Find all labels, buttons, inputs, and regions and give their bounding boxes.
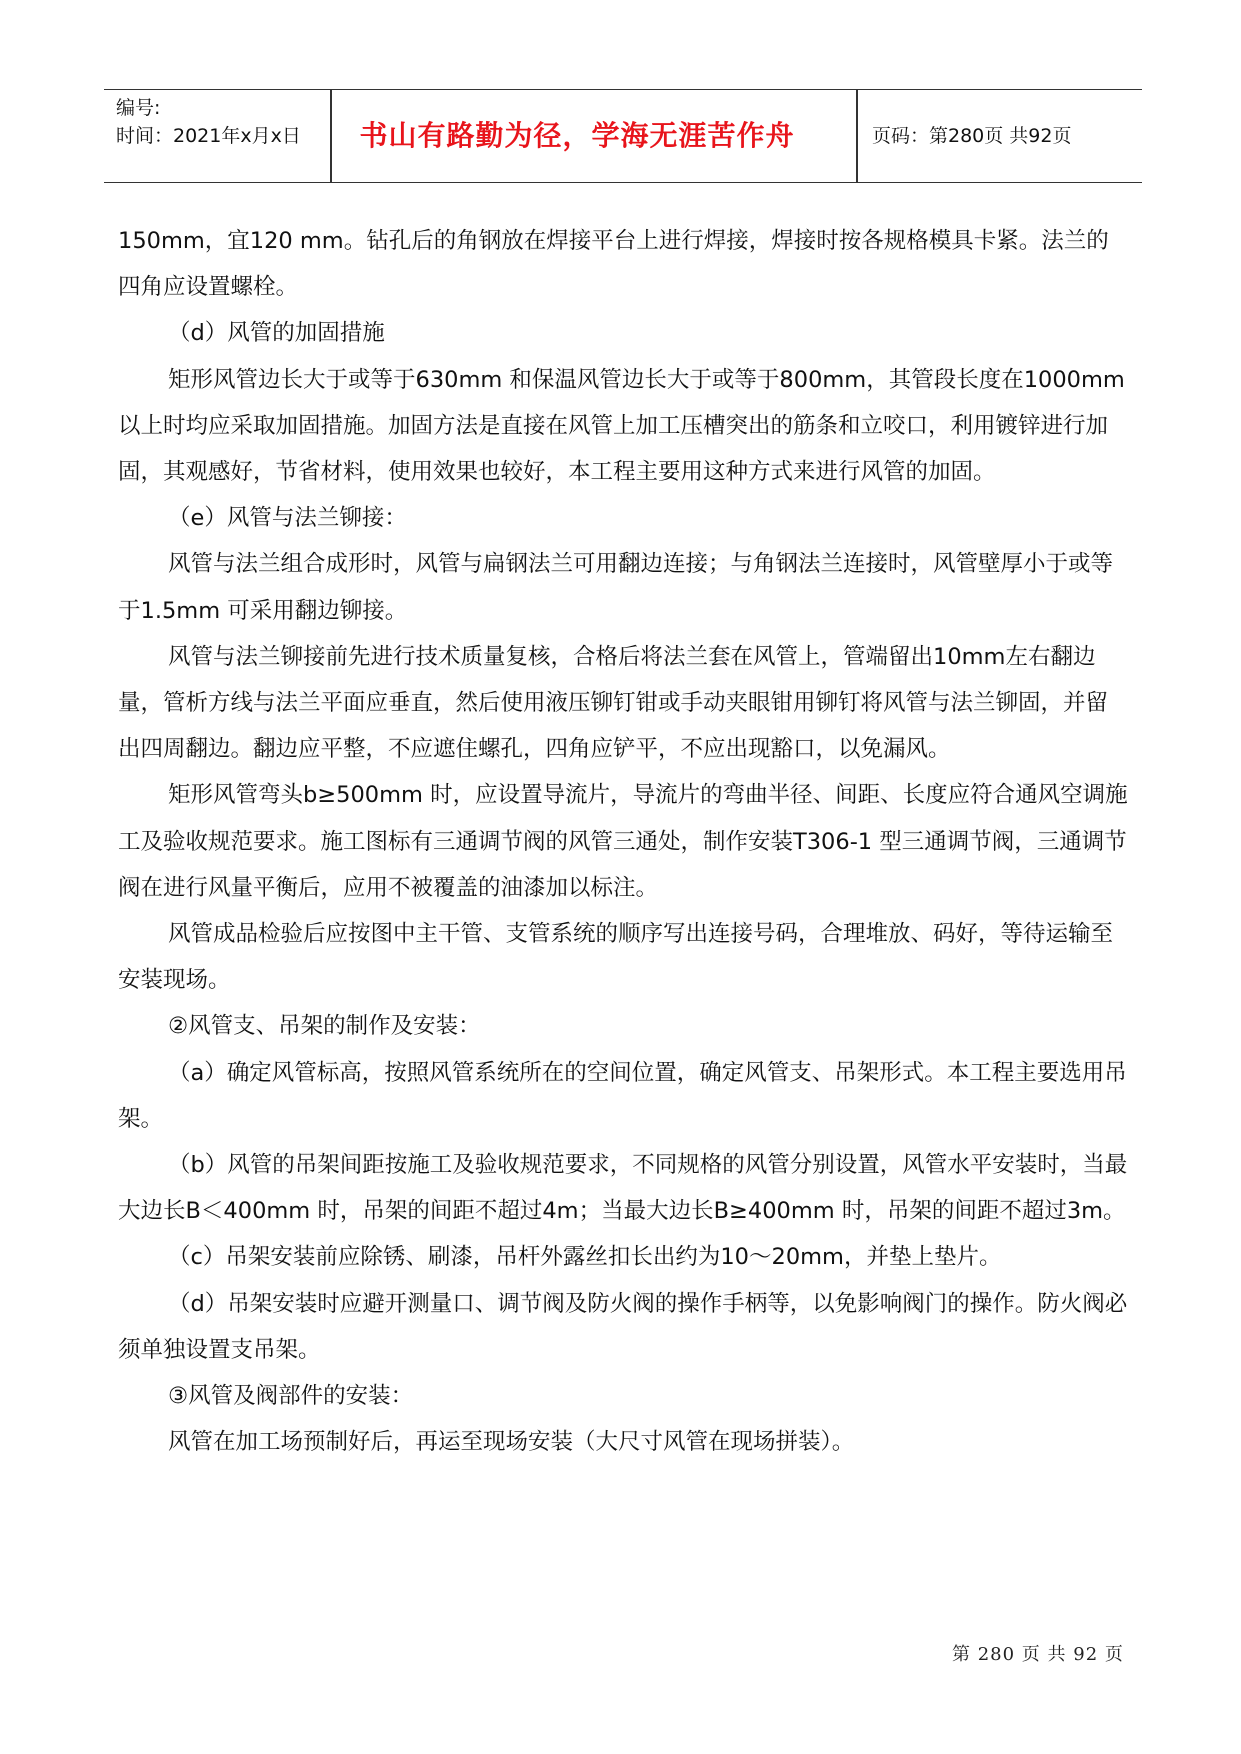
paragraph: （d）吊架安装时应避开测量口、调节阀及防火阀的操作手柄等，以免影响阀门的操作。防火阀必须单独设置支吊架。	[118, 1290, 1128, 1363]
paragraph: （b）风管的吊架间距按施工及验收规范要求，不同规格的风管分别设置，风管水平安装时，当最大边长B＜400mm 时，吊架的间距不超过4m；当最大边长B≥400mm 时，吊架的间距不超过3m。	[118, 1152, 1128, 1225]
section-heading: ②风管支、吊架的制作及安装：	[168, 1013, 481, 1040]
paragraph: 风管在加工场预制好后，再运至现场安装（大尺寸风管在现场拼装）。	[168, 1429, 855, 1456]
page-header	[104, 89, 1142, 183]
page-footer: 第 280 页 共 92 页	[952, 1644, 1124, 1665]
section-heading: （d）风管的加固措施	[168, 320, 385, 347]
paragraph: （a）确定风管标高，按照风管系统所在的空间位置，确定风管支、吊架形式。本工程主要选用吊架。	[118, 1059, 1127, 1132]
header-meta	[116, 94, 301, 150]
header-page-info: 页码：第280页 共92页	[872, 125, 1072, 147]
header-motto: 书山有路勤为径，学海无涯苦作舟	[359, 119, 795, 152]
section-heading: ③风管及阀部件的安装：	[168, 1383, 414, 1410]
document-time-label: 时间：2021年x月x日	[116, 125, 301, 147]
paragraph: 150mm，宜120 mm。钻孔后的角钢放在焊接平台上进行焊接，焊接时按各规格模具卡紧。法兰的四角应设置螺栓。	[118, 228, 1109, 301]
paragraph: 风管与法兰铆接前先进行技术质量复核，合格后将法兰套在风管上，管端留出10mm左右翻边量，管析方线与法兰平面应垂直，然后使用液压铆钉钳或手动夹眼钳用铆钉将风管与法兰铆固，并留出四周翻边。翻边应平整，不应遮住螺孔，四角应铲平，不应出现豁口，以免漏风。	[118, 643, 1109, 763]
section-heading: （e）风管与法兰铆接：	[168, 505, 407, 532]
paragraph: 矩形风管弯头b≥500mm 时，应设置导流片，导流片的弯曲半径、间距、长度应符合通风空调施工及验收规范要求。施工图标有三通调节阀的风管三通处，制作安装T306-1 型三通调节阀，三通调节阀在进行风量平衡后，应用不被覆盖的油漆加以标注。	[118, 782, 1128, 901]
paragraph: 风管与法兰组合成形时，风管与扁钢法兰可用翻边连接；与角钢法兰连接时，风管壁厚小于或等于1.5mm 可采用翻边铆接。	[118, 551, 1114, 624]
document-number-label: 编号:	[116, 97, 161, 119]
paragraph: 风管成品检验后应按图中主干管、支管系统的顺序写出连接号码，合理堆放、码好，等待运输至安装现场。	[118, 921, 1114, 994]
document-body	[118, 218, 1130, 1465]
header-divider-right	[856, 90, 858, 182]
paragraph: 矩形风管边长大于或等于630mm 和保温风管边长大于或等于800mm，其管段长度在1000mm 以上时均应采取加固措施。加固方法是直接在风管上加工压槽突出的筋条和立咬口，利用镀锌进行加固，其观感好，节省材料，使用效果也较好，本工程主要用这种方式来进行风管的加固。	[118, 366, 1125, 486]
paragraph: （c）吊架安装前应除锈、刷漆，吊杆外露丝扣长出约为10～20mm，并垫上垫片。	[168, 1244, 1002, 1271]
